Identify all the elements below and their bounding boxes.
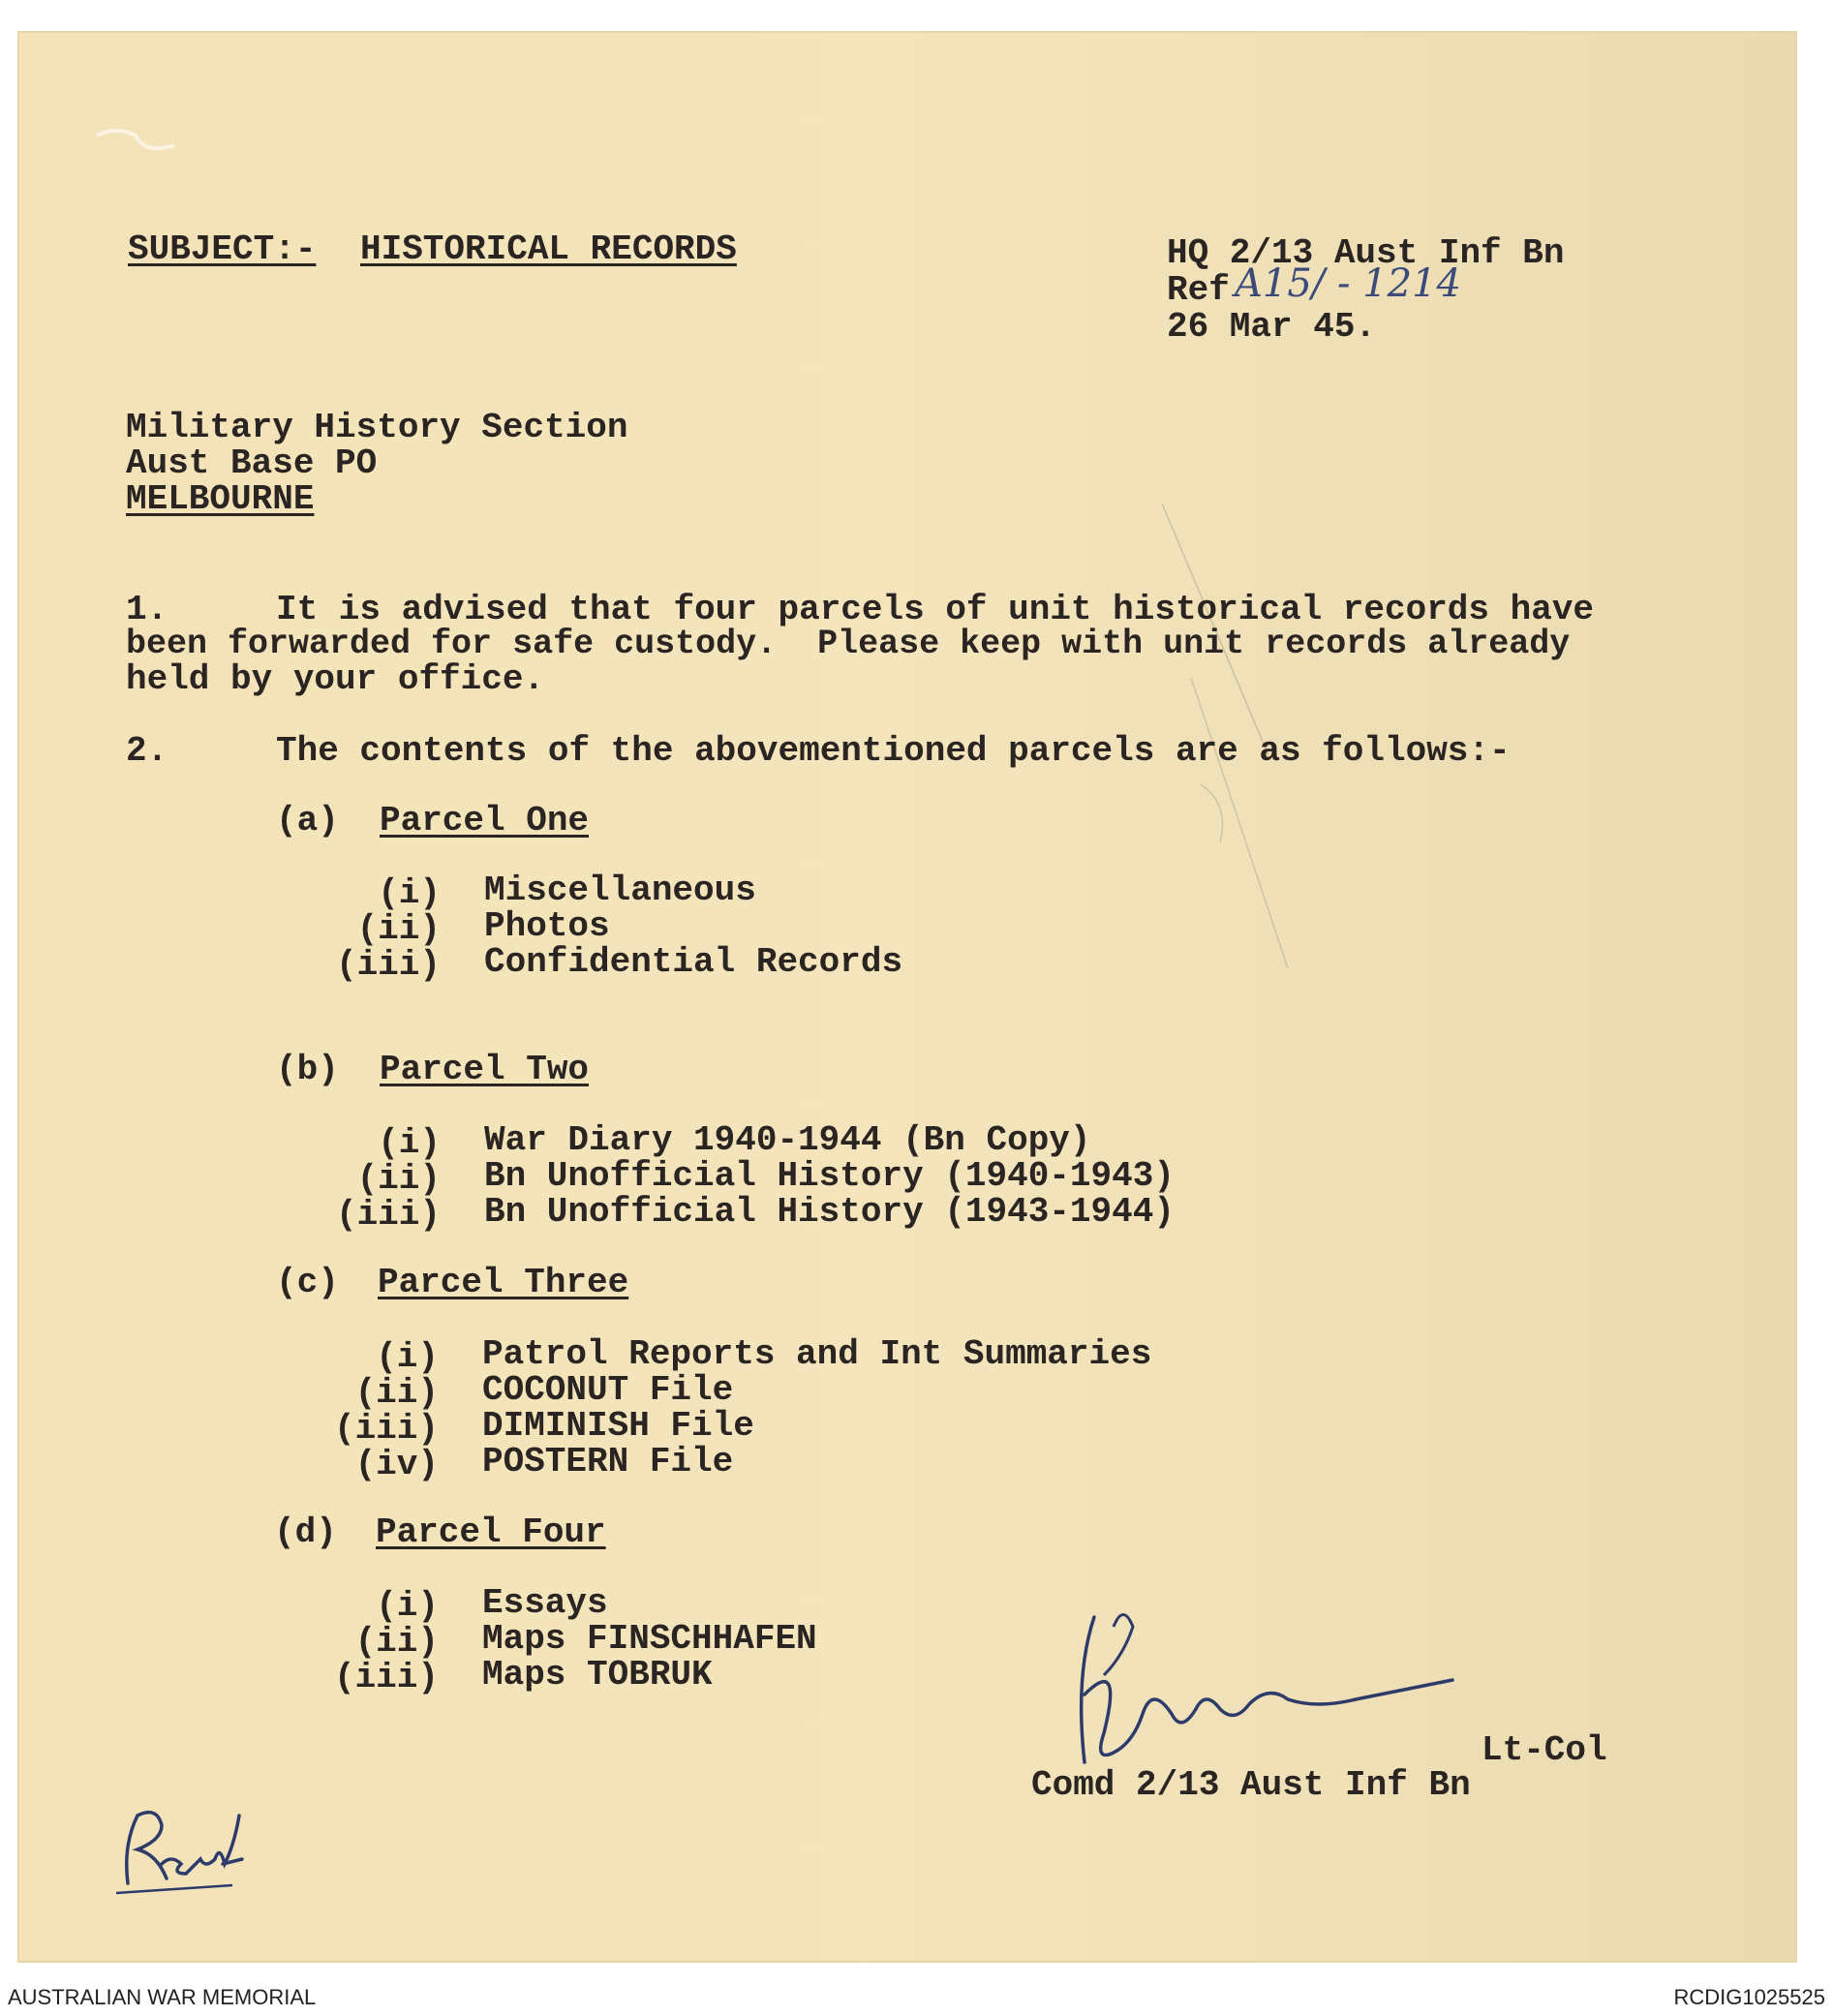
footer-source: AUSTRALIAN WAR MEMORIAL bbox=[8, 1985, 317, 2009]
parcel-b-item: Bn Unofficial History (1940-1943) bbox=[484, 1156, 1175, 1196]
parcel-a-item-num: (iii) bbox=[335, 945, 441, 985]
parcel-d-item: Maps FINSCHHAFEN bbox=[482, 1619, 817, 1659]
parcel-d-item-num: (i) bbox=[376, 1586, 439, 1626]
parcel-c-item-num: (i) bbox=[376, 1337, 439, 1377]
parcel-c-item: Patrol Reports and Int Summaries bbox=[482, 1334, 1152, 1374]
header-unit: HQ 2/13 Aust Inf Bn bbox=[1167, 233, 1565, 273]
parcel-c-item-num: (iii) bbox=[333, 1409, 439, 1449]
parcel-c-item-num: (ii) bbox=[354, 1373, 439, 1413]
parcel-b-item: Bn Unofficial History (1943-1944) bbox=[484, 1192, 1175, 1232]
parcel-b-title: Parcel Two bbox=[380, 1050, 590, 1089]
parcel-c-item: COCONUT File bbox=[482, 1370, 734, 1410]
parcel-a-item: Photos bbox=[484, 906, 610, 946]
para1-number: 1. bbox=[126, 590, 168, 629]
addressee-line2: Aust Base PO bbox=[126, 443, 378, 483]
parcel-a-title: Parcel One bbox=[380, 801, 590, 840]
parcel-d-item: Maps TOBRUK bbox=[482, 1655, 713, 1695]
addressee-line3: MELBOURNE bbox=[126, 479, 315, 519]
footer-id: RCDIG1025525 bbox=[1673, 1985, 1825, 2009]
signature-rank: Lt-Col bbox=[1482, 1730, 1607, 1770]
addressee-line1: Military History Section bbox=[126, 408, 628, 447]
parcel-d-title: Parcel Four bbox=[376, 1512, 606, 1552]
parcel-c-title: Parcel Three bbox=[378, 1263, 629, 1302]
parcel-b-item-num: (iii) bbox=[335, 1195, 441, 1235]
parcel-b-item-num: (i) bbox=[378, 1123, 441, 1163]
parcel-a-item: Miscellaneous bbox=[484, 871, 756, 910]
parcel-a-item: Confidential Records bbox=[484, 942, 903, 982]
parcel-c-item-num: (iv) bbox=[354, 1445, 439, 1484]
parcel-c-letter: (c) bbox=[276, 1263, 339, 1302]
signature-title: Comd 2/13 Aust Inf Bn bbox=[1031, 1765, 1471, 1805]
parcel-d-item: Essays bbox=[482, 1583, 608, 1623]
signature-scribble bbox=[1055, 1588, 1462, 1782]
received-initials bbox=[108, 1796, 263, 1903]
parcel-d-letter: (d) bbox=[274, 1512, 337, 1552]
parcel-c-item: POSTERN File bbox=[482, 1442, 734, 1481]
parcel-b-item-num: (ii) bbox=[356, 1159, 441, 1199]
parcel-d-item-num: (iii) bbox=[333, 1658, 439, 1697]
subject-label: SUBJECT:- bbox=[128, 229, 317, 269]
parcel-b-letter: (b) bbox=[276, 1050, 339, 1089]
para1-line3: held by your office. bbox=[126, 659, 545, 699]
para2-number: 2. bbox=[126, 731, 168, 771]
header-date: 26 Mar 45. bbox=[1167, 307, 1377, 347]
para2-text: The contents of the abovementioned parcels are as follows:- bbox=[276, 731, 1511, 771]
para1-line2: been forwarded for safe custody. Please keep with unit records already bbox=[126, 625, 1571, 663]
parcel-a-item-num: (i) bbox=[378, 873, 441, 913]
parcel-c-item: DIMINISH File bbox=[482, 1406, 754, 1446]
parcel-a-letter: (a) bbox=[276, 801, 339, 840]
para1-line1: It is advised that four parcels of unit historical records have bbox=[276, 590, 1595, 629]
parcel-d-item-num: (ii) bbox=[354, 1622, 439, 1662]
header-ref-handwritten: A15/ - 1214 bbox=[1235, 261, 1462, 306]
subject-title: HISTORICAL RECORDS bbox=[360, 229, 737, 269]
header-ref-label: Ref bbox=[1167, 270, 1230, 310]
parcel-b-item: War Diary 1940-1944 (Bn Copy) bbox=[484, 1120, 1091, 1160]
parcel-a-item-num: (ii) bbox=[356, 909, 441, 949]
